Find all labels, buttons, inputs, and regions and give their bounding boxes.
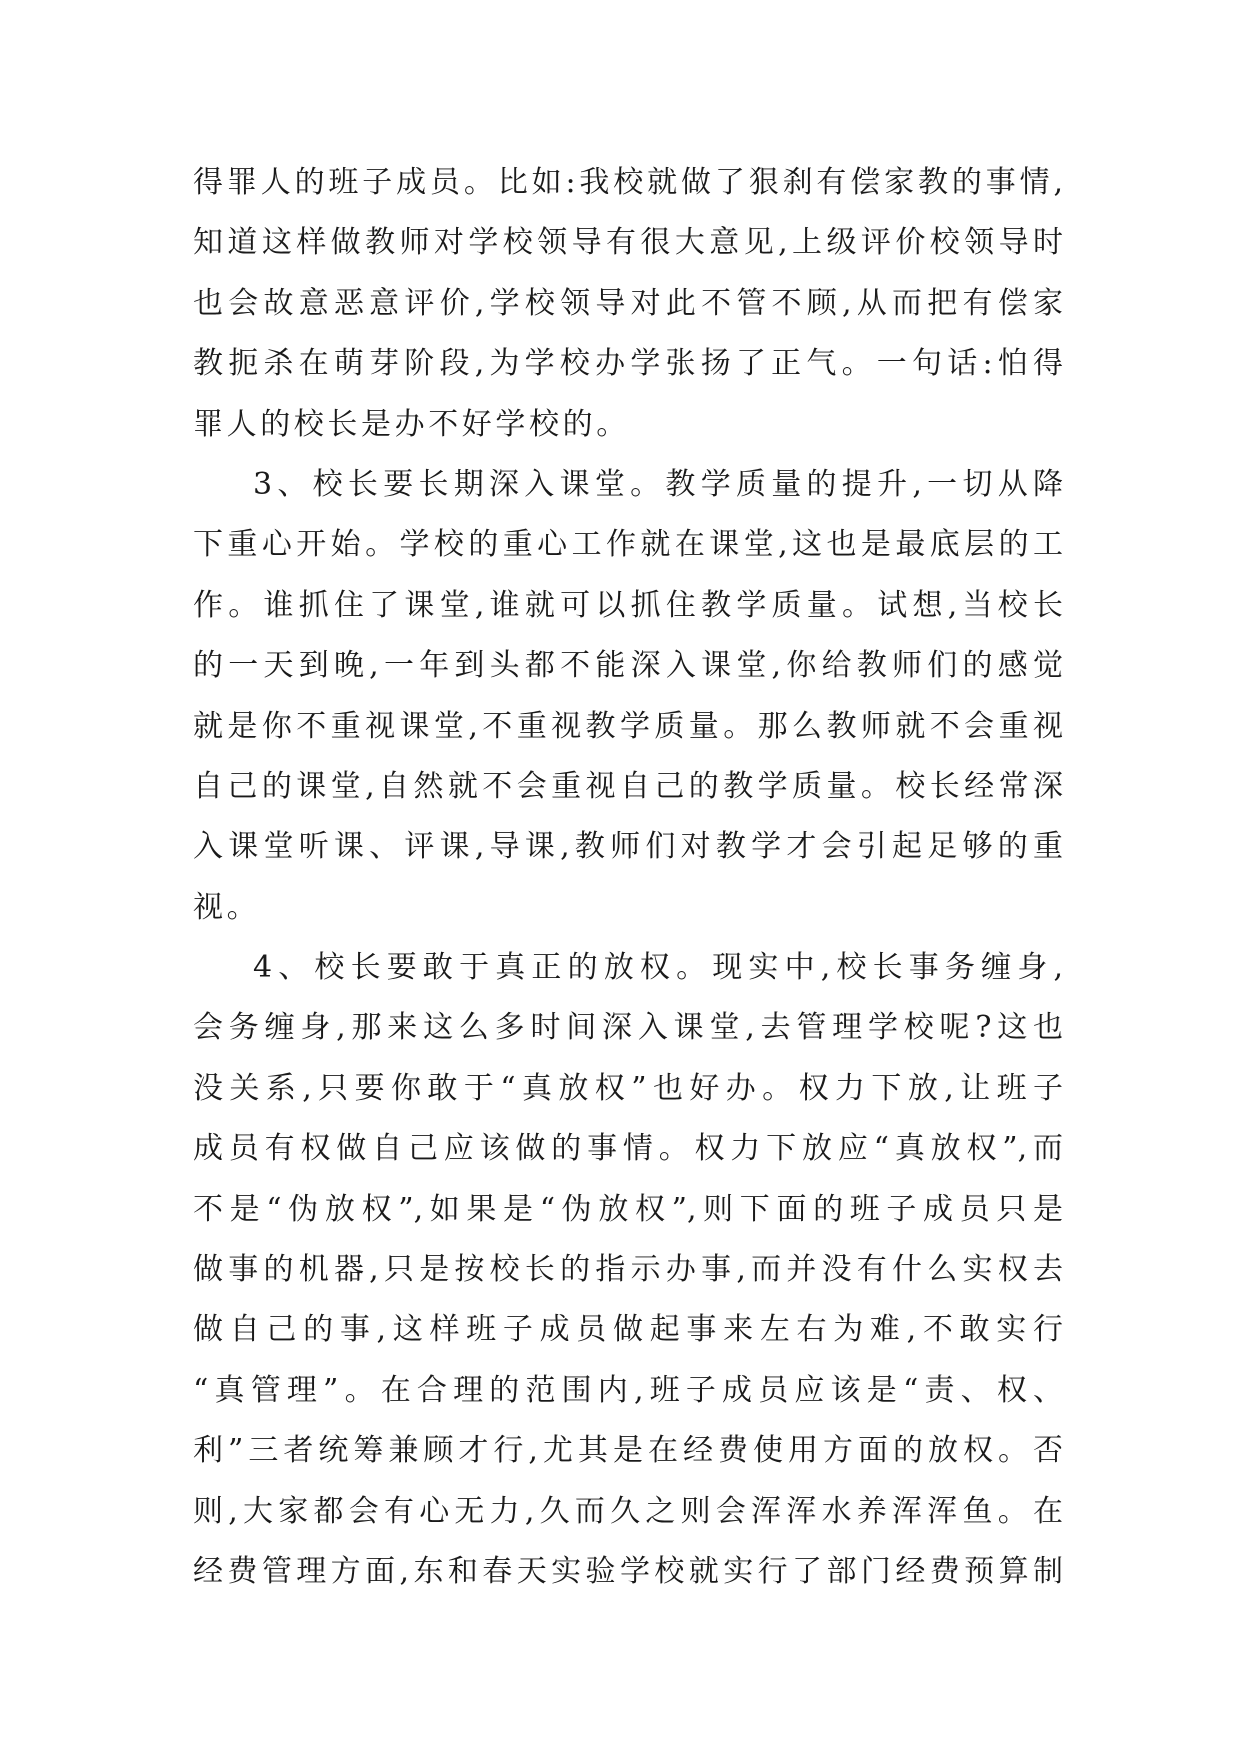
text-line: 经费管理方面,东和春天实验学校就实行了部门经费预算制	[193, 1553, 1063, 1589]
text-line: 没关系,只要你敢于“真放权”也好办。权力下放,让班子	[193, 1070, 1063, 1106]
text-line: 自己的课堂,自然就不会重视自己的教学质量。校长经常深	[193, 768, 1063, 804]
text-line: 做自己的事,这样班子成员做起事来左右为难,不敢实行	[193, 1312, 1063, 1348]
text-line: 3、校长要长期深入课堂。教学质量的提升,一切从降	[253, 466, 1063, 502]
text-line: 入课堂听课、评课,导课,教师们对教学才会引起足够的重	[193, 829, 1063, 865]
body-text	[193, 153, 1063, 1602]
text-line: 则,大家都会有心无力,久而久之则会浑浑水养浑浑鱼。在	[193, 1493, 1063, 1529]
text-line: 得罪人的班子成员。比如:我校就做了狠刹有偿家教的事情,	[193, 165, 1063, 200]
text-line: 也会故意恶意评价,学校领导对此不管不顾,从而把有偿家	[193, 285, 1063, 321]
paragraph	[193, 455, 1063, 938]
text-line: 不是“伪放权”,如果是“伪放权”,则下面的班子成员只是	[193, 1191, 1063, 1227]
text-line: 利”三者统筹兼顾才行,尤其是在经费使用方面的放权。否	[193, 1433, 1063, 1469]
text-line: 下重心开始。学校的重心工作就在课堂,这也是最底层的工	[193, 527, 1063, 563]
text-line: 做事的机器,只是按校长的指示办事,而并没有什么实权去	[193, 1252, 1063, 1288]
paragraph	[193, 153, 1063, 455]
text-line: 作。谁抓住了课堂,谁就可以抓住教学质量。试想,当校长	[193, 587, 1063, 623]
text-line: 会务缠身,那来这么多时间深入课堂,去管理学校呢?这也	[193, 1010, 1063, 1046]
text-line: “真管理”。在合理的范围内,班子成员应该是“责、权、	[193, 1372, 1063, 1408]
text-line: 罪人的校长是办不好学校的。	[193, 406, 630, 442]
text-line: 4、校长要敢于真正的放权。现实中,校长事务缠身,	[253, 950, 1063, 986]
text-line: 知道这样做教师对学校领导有很大意见,上级评价校领导时	[193, 225, 1063, 261]
text-line: 教扼杀在萌芽阶段,为学校办学张扬了正气。一句话:怕得	[193, 346, 1063, 382]
text-line: 视。	[193, 889, 261, 925]
paragraph	[193, 938, 1063, 1602]
text-line: 成员有权做自己应该做的事情。权力下放应“真放权”,而	[193, 1131, 1063, 1167]
text-line: 的一天到晚,一年到头都不能深入课堂,你给教师们的感觉	[193, 648, 1063, 684]
text-line: 就是你不重视课堂,不重视教学质量。那么教师就不会重视	[193, 708, 1063, 744]
